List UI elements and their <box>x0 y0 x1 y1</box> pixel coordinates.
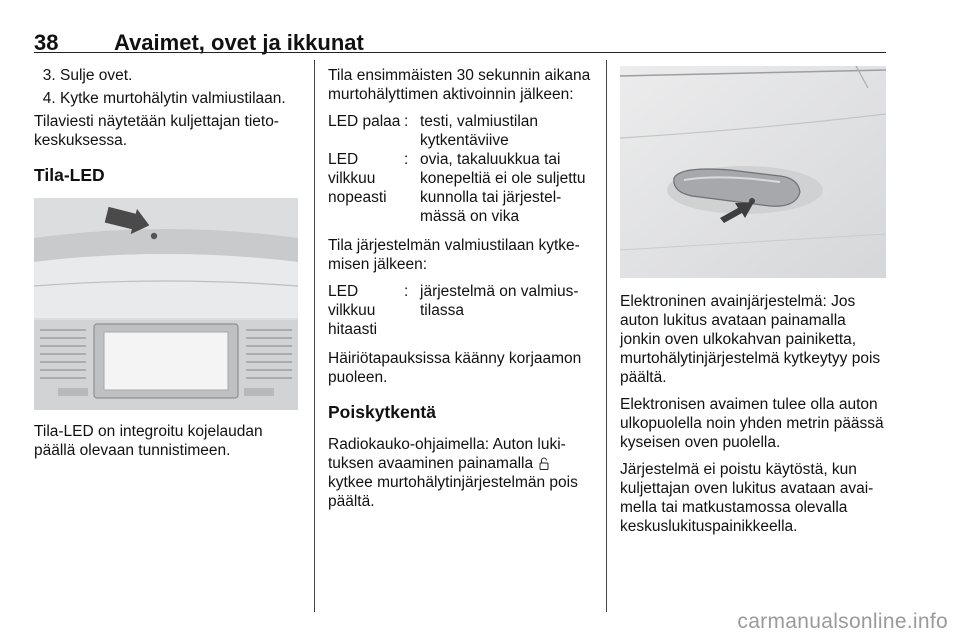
dashboard-figure <box>34 198 298 410</box>
info-paragraph: Tilaviesti näytetään kuljettajan tieto-keskuksessa. <box>34 113 279 149</box>
led-term: LED palaa <box>328 113 401 130</box>
not-deactivated-paragraph: Järjestelmä ei poistu käytöstä, kun kuljettajan oven lukitus avataan avai-mella tai matkustamossa olevalla keskuslukituspainikkeella. <box>620 461 874 535</box>
column-divider-1 <box>314 60 315 612</box>
led-separator: : <box>404 283 409 300</box>
watermark: carmanualsonline.info <box>737 610 948 633</box>
remote-paragraph <box>328 435 592 511</box>
led-separator: : <box>404 113 409 130</box>
column-2 <box>328 66 592 519</box>
table-row <box>328 282 592 339</box>
remote-text-b: kytkee murtohälytinjärjestelmän pois päältä. <box>328 474 578 510</box>
list-item: 3. Sulje ovet. <box>60 66 300 85</box>
key-distance-paragraph: Elektronisen avaimen tulee olla auton ulkopuolella noin yhden metrin päässä kyseisen oven puolella. <box>620 396 884 451</box>
page-title: Avaimet, ovet ja ikkunat <box>114 30 364 55</box>
after-arming-intro: Tila järjestelmän valmiustilaan kytke-misen jälkeen: <box>328 237 580 273</box>
led-separator: : <box>404 151 409 168</box>
header-rule <box>34 52 886 53</box>
steps-list <box>34 66 300 108</box>
unlock-icon <box>539 457 549 470</box>
door-handle-figure <box>620 66 886 278</box>
section-heading-deactivation: Poiskytkentä <box>328 402 436 422</box>
figure-caption: Tila-LED on integroitu kojelaudan päällä olevaan tunnistimeen. <box>34 423 263 459</box>
status-intro: Tila ensimmäisten 30 sekunnin aikana murtohälyttimen aktivoinnin jälkeen: <box>328 67 591 103</box>
table-row <box>328 150 592 226</box>
led-description: testi, valmiustilan kytkentäviive <box>420 113 539 149</box>
column-1 <box>34 66 300 468</box>
section-heading-status-led: Tila-LED <box>34 165 105 185</box>
led-status-table <box>328 112 592 226</box>
led-description: ovia, takaluukkua tai konepeltiä ei ole suljettu kunnolla tai järjestel-mässä on vika <box>420 151 586 225</box>
remote-text-a: Radiokauko-ohjaimella: Auton luki-tuksen avaaminen painamalla <box>328 436 566 472</box>
led-term: LED vilkkuu nopeasti <box>328 151 387 206</box>
page-number: 38 <box>34 30 59 55</box>
led-status-table-2 <box>328 282 592 339</box>
led-description: järjestelmä on valmius-tilassa <box>420 283 579 319</box>
column-divider-2 <box>606 60 607 612</box>
column-3 <box>620 66 886 544</box>
electronic-key-paragraph: Elektroninen avainjärjestelmä: Jos auton lukitus avataan painamalla jonkin oven ulkokahvan painiketta, murtohälytinjärjestelmä kytkeytyy pois päältä. <box>620 293 881 386</box>
table-row <box>328 112 592 150</box>
list-item: 4. Kytke murtohälytin valmiustilaan. <box>60 89 300 108</box>
fault-paragraph: Häiriötapauksissa käänny korjaamon puoleen. <box>328 350 582 386</box>
led-term: LED vilkkuu hitaasti <box>328 283 378 338</box>
